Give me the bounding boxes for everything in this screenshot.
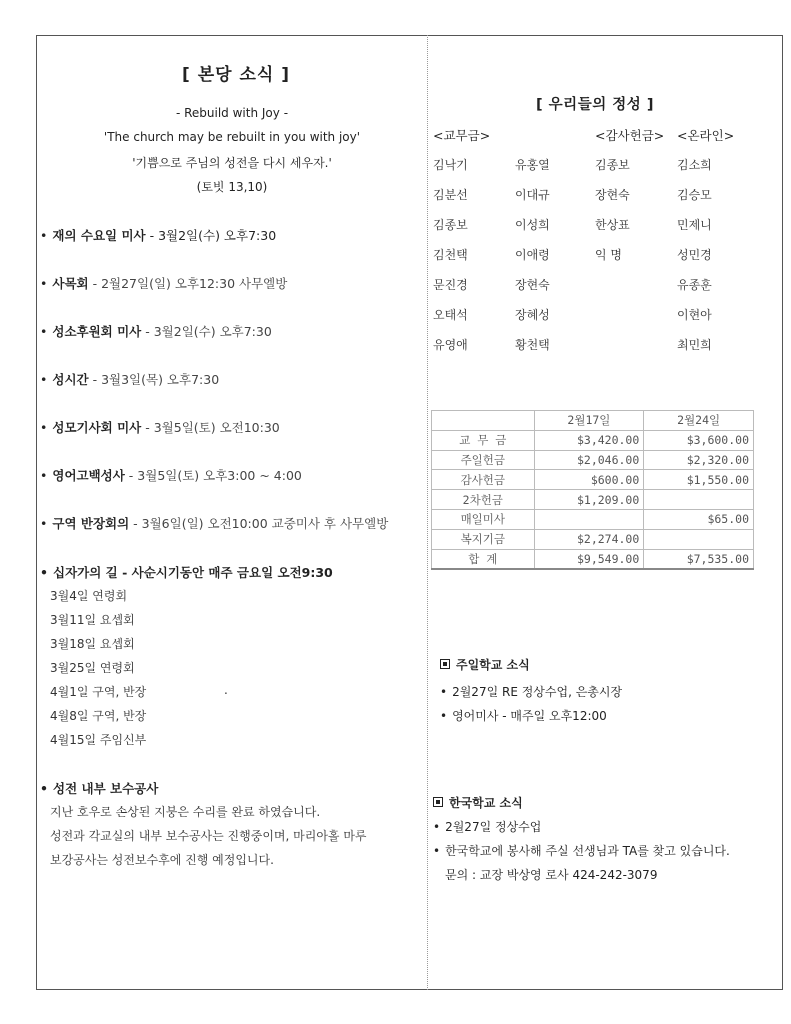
donor-name: 장현숙 xyxy=(515,278,550,292)
list-item: • 2월27일 정상수업 xyxy=(433,818,541,835)
donor-name: 문진경 xyxy=(433,278,468,292)
list-item: 4월1일 구역, 반장 xyxy=(50,685,147,699)
table-row xyxy=(432,529,754,549)
header-tithe: <교무금> xyxy=(433,128,491,143)
square-bullet-icon xyxy=(440,659,450,669)
donor-name: 김승모 xyxy=(677,188,712,202)
parish-news-title: [ 본당 소식 ] xyxy=(182,65,290,85)
row-label: 주일헌금 xyxy=(432,450,535,470)
amount-cell xyxy=(644,490,754,510)
notice-item: • 성모기사회 미사 - 3월5일(토) 오전10:30 xyxy=(40,418,280,436)
header-thanks: <감사헌금> xyxy=(595,128,665,143)
row-label: 복지기금 xyxy=(432,529,535,549)
table-row xyxy=(432,470,754,490)
row-label: 감사헌금 xyxy=(432,470,535,490)
table-row xyxy=(432,549,754,569)
table-corner xyxy=(432,411,535,431)
list-item: 3월18일 요셉회 xyxy=(50,637,135,651)
donor-name: 김소희 xyxy=(677,158,712,172)
amount-cell: $2,320.00 xyxy=(644,450,754,470)
square-bullet-icon xyxy=(433,797,443,807)
sunday-school-heading: 주일학교 소식 xyxy=(440,656,530,673)
amount-cell: $3,420.00 xyxy=(534,430,644,450)
list-item: 4월8일 구역, 반장 xyxy=(50,709,147,723)
korean-school-heading: 한국학교 소식 xyxy=(433,794,523,811)
table-row xyxy=(432,509,754,529)
donor-name: 성민경 xyxy=(677,248,712,262)
amount-cell xyxy=(644,529,754,549)
donor-name: 최민희 xyxy=(677,338,712,352)
donor-name: 유영애 xyxy=(433,338,468,352)
list-item: 4월15일 주임신부 xyxy=(50,733,147,747)
donor-name: 김천택 xyxy=(433,248,468,262)
repair-line: 성전과 각교실의 내부 보수공사는 진행중이며, 마리아홀 마루 xyxy=(50,829,367,843)
donor-name: 이성희 xyxy=(515,218,550,232)
notice-item: • 구역 반장회의 - 3월6일(일) 오전10:00 교중미사 후 사무엘방 xyxy=(40,514,388,532)
donors-title: [ 우리들의 정성 ] xyxy=(536,97,654,113)
donor-name: 이대규 xyxy=(515,188,550,202)
donor-name: 장혜성 xyxy=(515,308,550,322)
amount-cell: $1,550.00 xyxy=(644,470,754,490)
notice-item: • 성시간 - 3월3일(목) 오후7:30 xyxy=(40,370,219,388)
repair-heading: • 성전 내부 보수공사 xyxy=(40,779,158,797)
list-item: • 영어미사 - 매주일 오후12:00 xyxy=(440,707,607,724)
repair-line: 지난 호우로 손상된 지붕은 수리를 완료 하였습니다. xyxy=(50,805,321,819)
header-online: <온라인> xyxy=(677,128,735,143)
notice-item: • 사목회 - 2월27일(일) 오후12:30 사무엘방 xyxy=(40,274,287,292)
donor-name: 김종보 xyxy=(433,218,468,232)
motto-line-1: - Rebuild with Joy - xyxy=(175,106,289,120)
donor-name: 김분선 xyxy=(433,188,468,202)
contact-line: 문의 : 교장 박상영 로사 424-242-3079 xyxy=(445,868,658,882)
donor-name: 김종보 xyxy=(595,158,630,172)
amount-cell: $7,535.00 xyxy=(644,549,754,569)
donor-name: 민제니 xyxy=(677,218,712,232)
list-item: 3월25일 연령회 xyxy=(50,661,135,675)
table-row xyxy=(432,450,754,470)
notice-item: • 재의 수요일 미사 - 3월2일(수) 오후7:30 xyxy=(40,226,276,244)
offering-table xyxy=(431,410,754,570)
row-label: 2차헌금 xyxy=(432,490,535,510)
stations-of-cross-heading: • 십자가의 길 - 사순시기동안 매주 금요일 오전9:30 xyxy=(40,563,333,581)
donor-name: 김낙기 xyxy=(433,158,468,172)
table-row xyxy=(432,490,754,510)
donor-name: 유홍열 xyxy=(515,158,550,172)
motto-line-3: '기쁨으로 주님의 성전을 다시 세우자.' xyxy=(132,156,332,170)
amount-cell: $9,549.00 xyxy=(534,549,644,569)
donor-name: 유종훈 xyxy=(677,278,712,292)
list-item: • 2월27일 RE 정상수업, 은총시장 xyxy=(440,683,622,700)
donor-name: 한상표 xyxy=(595,218,630,232)
amount-cell: $600.00 xyxy=(534,470,644,490)
repair-line: 보강공사는 성전보수후에 진행 예정입니다. xyxy=(50,853,274,867)
column-header: 2월24일 xyxy=(644,411,754,431)
donor-name: 장현숙 xyxy=(595,188,630,202)
stray-dot: . xyxy=(224,683,228,697)
row-label: 교 무 금 xyxy=(432,430,535,450)
amount-cell: $2,274.00 xyxy=(534,529,644,549)
amount-cell xyxy=(534,509,644,529)
donor-name: 오태석 xyxy=(433,308,468,322)
notice-item: • 성소후원회 미사 - 3월2일(수) 오후7:30 xyxy=(40,322,272,340)
amount-cell: $3,600.00 xyxy=(644,430,754,450)
amount-cell: $1,209.00 xyxy=(534,490,644,510)
table-row xyxy=(432,430,754,450)
amount-cell: $65.00 xyxy=(644,509,754,529)
row-label: 매일미사 xyxy=(432,509,535,529)
notice-item: • 영어고백성사 - 3월5일(토) 오후3:00 ~ 4:00 xyxy=(40,466,302,484)
column-header: 2월17일 xyxy=(534,411,644,431)
list-item: • 한국학교에 봉사해 주실 선생님과 TA를 찾고 있습니다. xyxy=(433,842,730,859)
motto-line-4: (토빗 13,10) xyxy=(196,180,268,194)
column-divider xyxy=(427,35,428,990)
list-item: 3월4일 연령회 xyxy=(50,589,128,603)
donor-name: 이애령 xyxy=(515,248,550,262)
motto-line-2: 'The church may be rebuilt in you with joy' xyxy=(103,130,361,144)
donor-name: 익 명 xyxy=(595,248,622,262)
list-item: 3월11일 요셉회 xyxy=(50,613,135,627)
row-label: 합 계 xyxy=(432,549,535,569)
amount-cell: $2,046.00 xyxy=(534,450,644,470)
donor-name: 이현아 xyxy=(677,308,712,322)
donor-name: 황천택 xyxy=(515,338,550,352)
